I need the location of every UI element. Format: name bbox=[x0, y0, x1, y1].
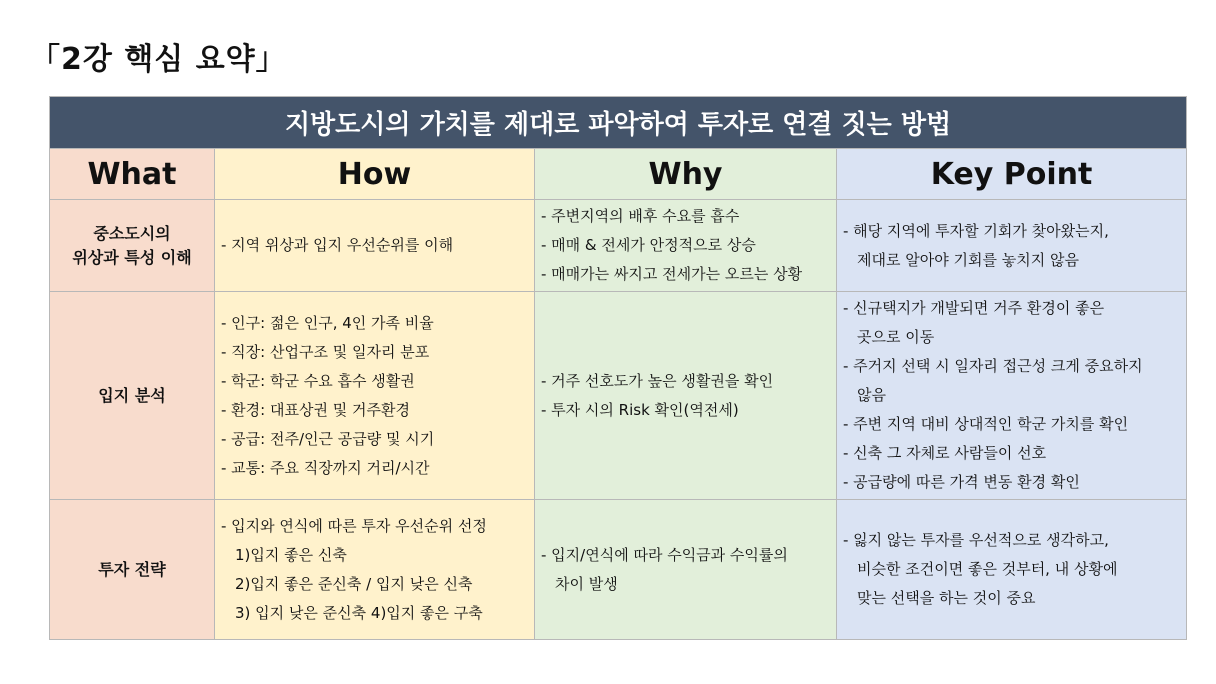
key-point-item: 곳으로 이동 bbox=[857, 328, 935, 346]
how-item: 3) 입지 낮은 준신축 4)입지 좋은 구축 bbox=[235, 603, 483, 622]
key-point-item: - 신축 그 자체로 사람들이 선호 bbox=[843, 444, 1047, 462]
key-point-cell bbox=[837, 200, 1187, 292]
why-item: - 거주 선호도가 높은 생활권을 확인 bbox=[541, 371, 774, 390]
key-point-item: - 신규택지가 개발되면 거주 환경이 좋은 bbox=[843, 299, 1105, 317]
table-banner: 지방도시의 가치를 제대로 파악하여 투자로 연결 짓는 방법 bbox=[50, 97, 1187, 149]
key-point-item: 맞는 선택을 하는 것이 중요 bbox=[857, 589, 1036, 607]
row-label bbox=[50, 500, 215, 640]
page-title: 「2강 핵심 요약」 bbox=[30, 42, 287, 77]
how-item: - 공급: 전주/인근 공급량 및 시기 bbox=[221, 429, 435, 448]
key-point-item: - 공급량에 따른 가격 변동 환경 확인 bbox=[843, 473, 1080, 491]
how-item: - 학군: 학군 수요 흡수 생활권 bbox=[221, 371, 415, 390]
key-point-item: 비슷한 조건이면 좋은 것부터, 내 상황에 bbox=[857, 560, 1118, 578]
how-cell bbox=[215, 500, 535, 640]
how-item: - 인구: 젊은 인구, 4인 가족 비율 bbox=[221, 313, 434, 332]
key-point-cell bbox=[837, 500, 1187, 640]
why-item: - 입지/연식에 따라 수익금과 수익률의 bbox=[541, 545, 788, 564]
row-label-line: 위상과 특성 이해 bbox=[72, 247, 192, 267]
column-header-how: How bbox=[215, 149, 535, 200]
key-point-item: - 해당 지역에 투자할 기회가 찾아왔는지, bbox=[843, 221, 1109, 240]
table-row bbox=[50, 500, 1187, 640]
summary-table bbox=[49, 96, 1187, 640]
table-row bbox=[50, 200, 1187, 292]
column-header-key-point: Key Point bbox=[837, 149, 1187, 200]
how-item: - 지역 위상과 입지 우선순위를 이해 bbox=[221, 236, 454, 254]
column-header-why: Why bbox=[535, 149, 837, 200]
key-point-item: 제대로 알아야 기회를 놓치지 않음 bbox=[857, 250, 1079, 269]
why-cell bbox=[535, 200, 837, 292]
column-header-what: What bbox=[50, 149, 215, 200]
why-cell bbox=[535, 292, 837, 500]
key-point-cell bbox=[837, 292, 1187, 500]
row-label-line: 중소도시의 bbox=[93, 223, 171, 243]
why-item: 차이 발생 bbox=[555, 574, 618, 593]
how-cell bbox=[215, 200, 535, 292]
how-item: - 환경: 대표상권 및 거주환경 bbox=[221, 400, 410, 419]
why-item: - 매매 & 전세가 안정적으로 상승 bbox=[541, 236, 756, 254]
key-point-item: - 잃지 않는 투자를 우선적으로 생각하고, bbox=[843, 531, 1109, 549]
how-item: - 교통: 주요 직장까지 거리/시간 bbox=[221, 458, 430, 477]
why-item: - 매매가는 싸지고 전세가는 오르는 상황 bbox=[541, 265, 803, 283]
how-item: - 직장: 산업구조 및 일자리 분포 bbox=[221, 342, 430, 361]
why-cell bbox=[535, 500, 837, 640]
how-item: - 입지와 연식에 따른 투자 우선순위 선정 bbox=[221, 516, 487, 535]
table-row bbox=[50, 292, 1187, 500]
how-item: 1)입지 좋은 신축 bbox=[235, 545, 347, 564]
row-label bbox=[50, 292, 215, 500]
why-item: - 투자 시의 Risk 확인(역전세) bbox=[541, 400, 739, 419]
row-label-line: 투자 전략 bbox=[98, 559, 166, 579]
how-cell bbox=[215, 292, 535, 500]
how-item: 2)입지 좋은 준신축 / 입지 낮은 신축 bbox=[235, 574, 473, 593]
why-item: - 주변지역의 배후 수요를 흡수 bbox=[541, 207, 740, 225]
row-label-line: 입지 분석 bbox=[98, 385, 166, 405]
key-point-item: - 주변 지역 대비 상대적인 학군 가치를 확인 bbox=[843, 415, 1129, 433]
key-point-item: 않음 bbox=[857, 386, 886, 404]
row-label bbox=[50, 200, 215, 292]
key-point-item: - 주거지 선택 시 일자리 접근성 크게 중요하지 bbox=[843, 357, 1143, 375]
